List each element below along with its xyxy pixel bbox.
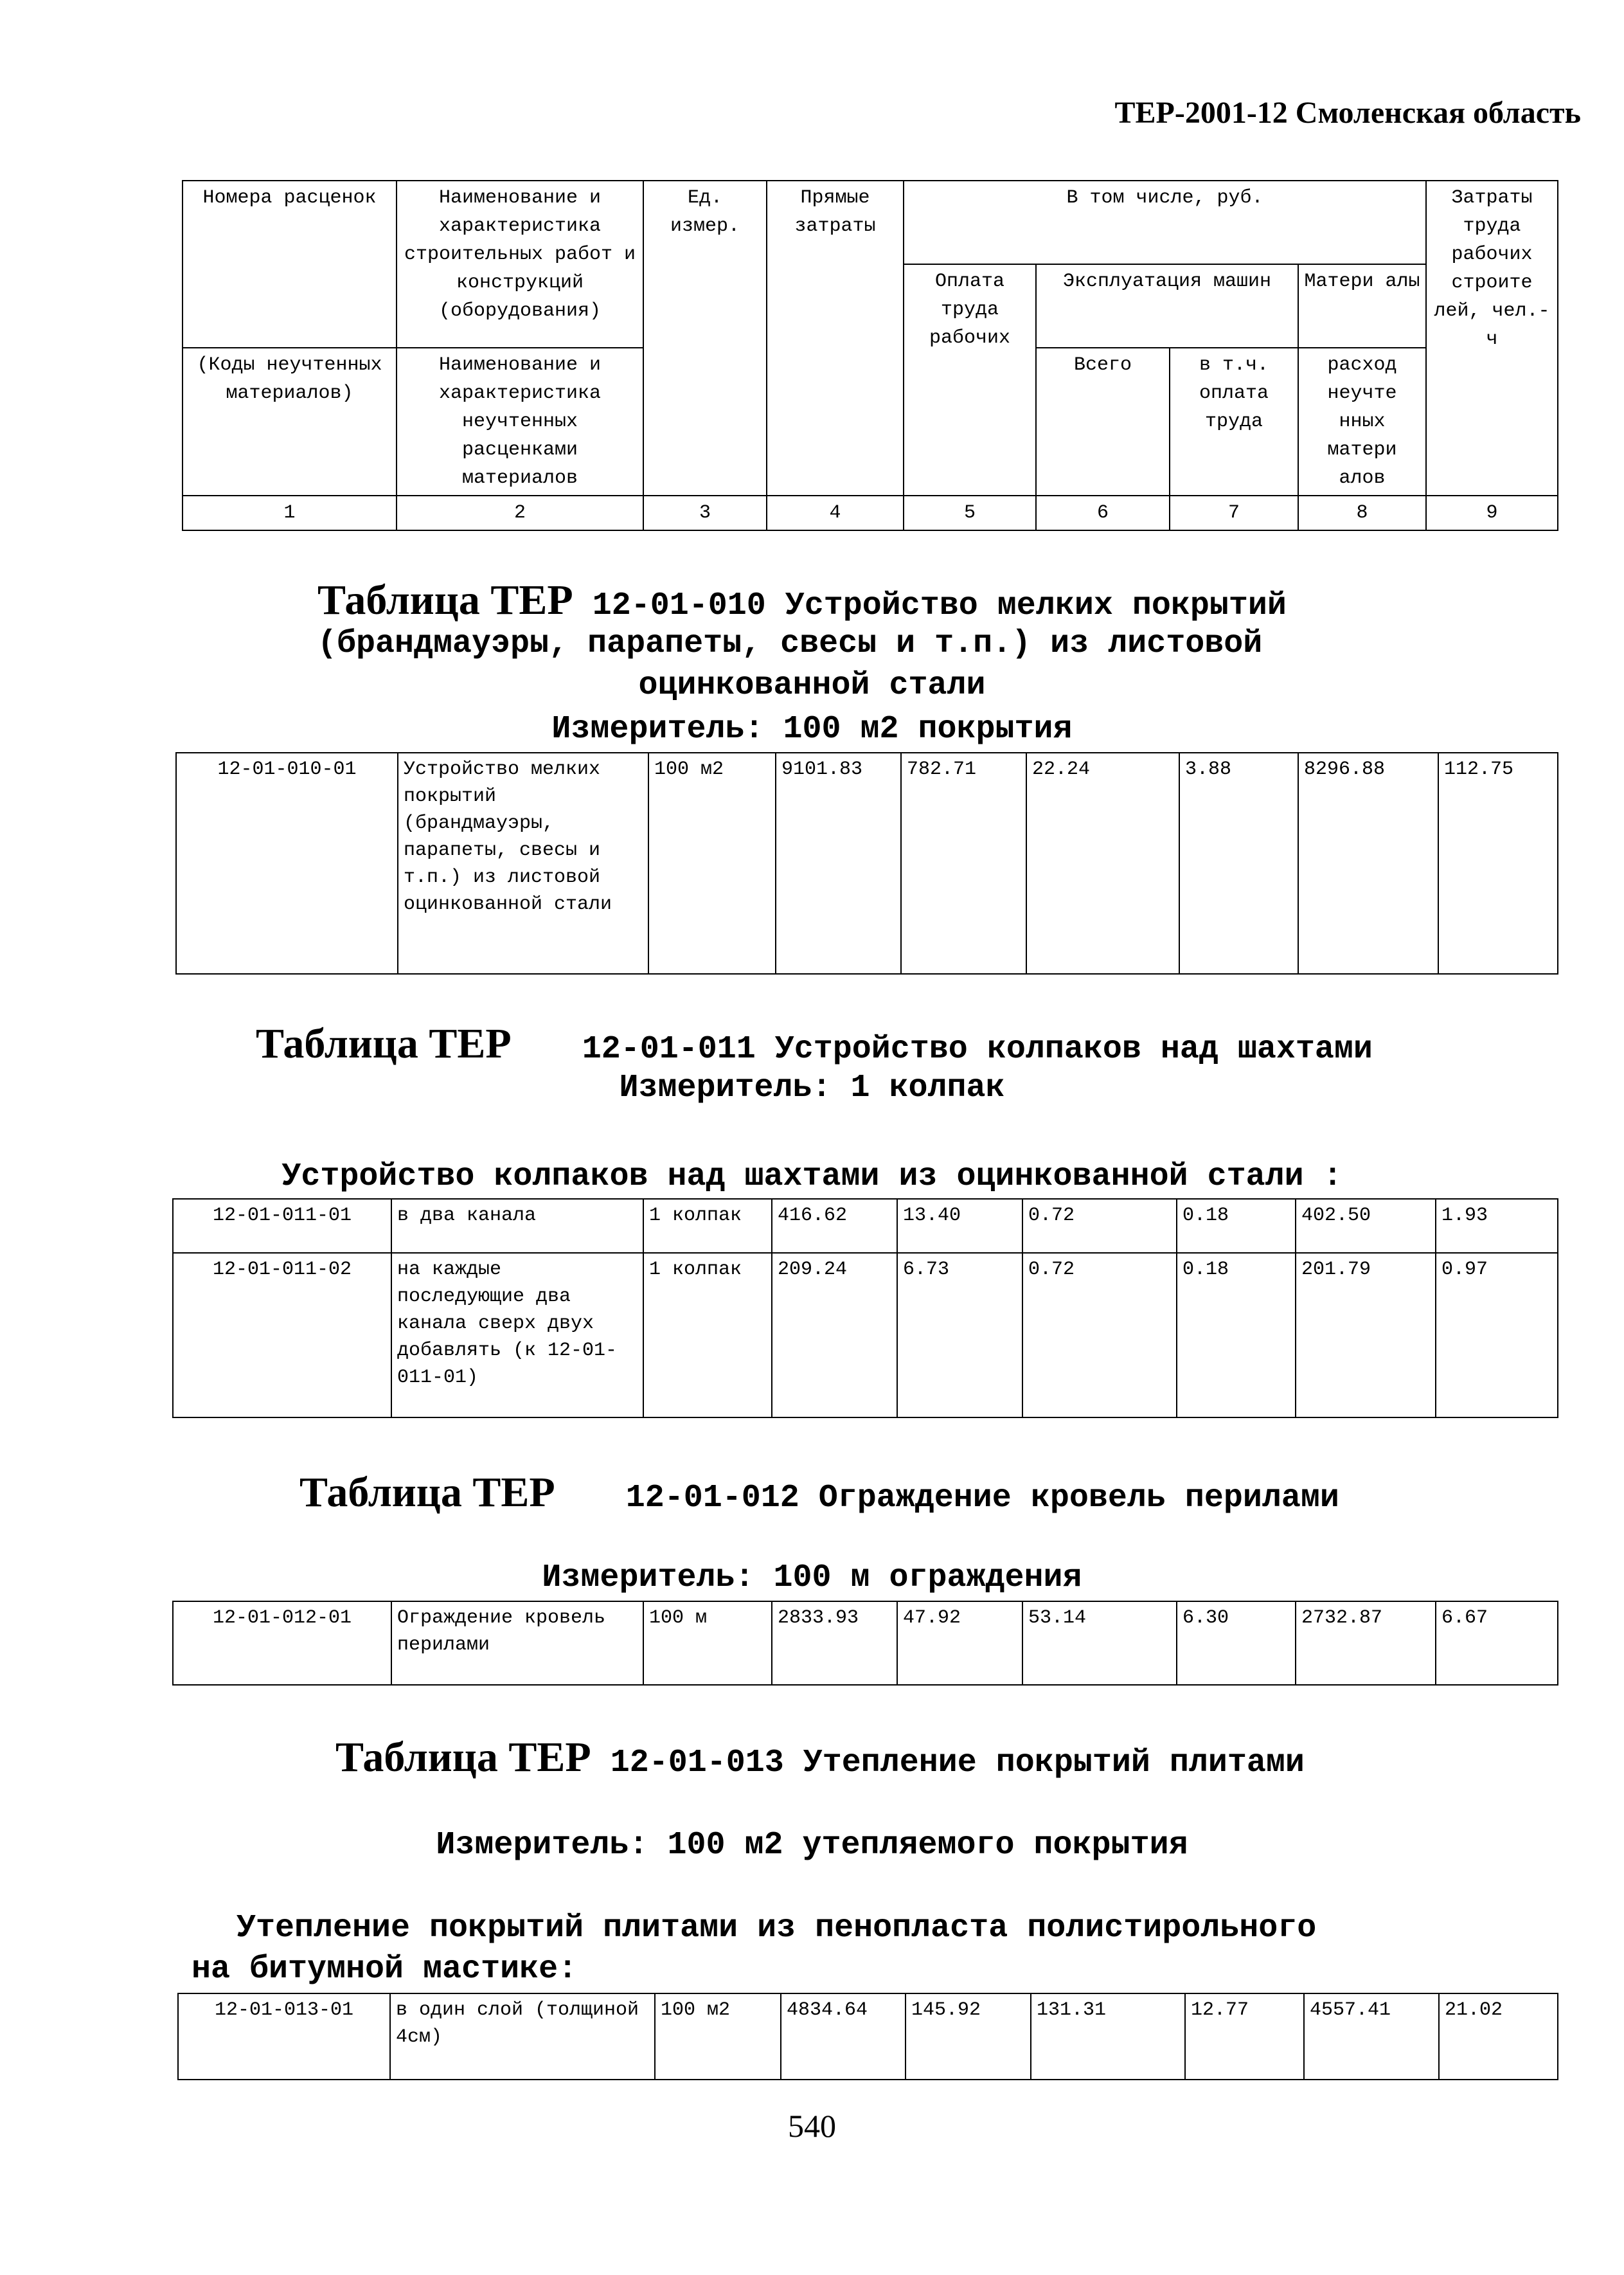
materials: 4557.41: [1304, 1993, 1439, 2080]
table-row: [173, 1199, 1558, 1253]
rates-table-12-01-013: [177, 1993, 1558, 2080]
labor-pay: 782.71: [901, 753, 1026, 974]
materials: 201.79: [1296, 1253, 1436, 1417]
machines-group-header: Эксплуатация машин: [1036, 264, 1298, 348]
rate-code: 12-01-013-01: [178, 1993, 390, 2080]
col8-bottom-header: расход неучте нных матери алов: [1298, 348, 1426, 496]
section-meter: Измеритель: 1 колпак: [619, 1070, 1005, 1106]
section-title-line: оцинкованной стали: [638, 667, 986, 704]
machines-labor: 0.18: [1177, 1253, 1296, 1417]
col-number: 2: [397, 496, 643, 530]
section-meter: Измеритель: 100 м ограждения: [542, 1560, 1082, 1596]
table-prefix: Таблица ТЕР: [256, 1020, 512, 1067]
rates-table-12-01-012: [172, 1601, 1558, 1686]
work-description: в один слой (толщиной 4см): [390, 1993, 655, 2080]
table-prefix: Таблица ТЕР: [299, 1469, 555, 1516]
col1-bottom-header: (Коды неучтенных материалов): [183, 348, 397, 496]
rates-table-12-01-011: [172, 1198, 1558, 1418]
work-description: на каждые последующие два канала сверх двух добавлять (к 12-01-011-01): [391, 1253, 643, 1417]
col9-header: Затраты труда рабочих строите лей, чел.-ч: [1426, 181, 1558, 496]
col2-bottom-header: Наименование и характеристика неучтенных расценками материалов: [397, 348, 643, 496]
machines-total: 0.72: [1022, 1253, 1177, 1417]
unit: 100 м: [643, 1601, 772, 1685]
labor-pay: 145.92: [906, 1993, 1031, 2080]
labor-pay: 13.40: [897, 1199, 1022, 1253]
col3-header: Ед. измер.: [643, 181, 767, 496]
machines-labor: 6.30: [1177, 1601, 1296, 1685]
section-meter: Измеритель: 100 м2 утепляемого покрытия: [436, 1827, 1188, 1864]
machines-total: 131.31: [1031, 1993, 1185, 2080]
rates-table-12-01-010: [175, 752, 1558, 975]
work-description: в два канала: [391, 1199, 643, 1253]
section-title-line: (брандмауэры, парапеты, свесы и т.п.) из листовой: [317, 625, 1263, 662]
direct-costs: 2833.93: [772, 1601, 897, 1685]
labor-pay: 47.92: [897, 1601, 1022, 1685]
machines-labor: 12.77: [1185, 1993, 1304, 2080]
group-header: В том числе, руб.: [904, 181, 1426, 264]
labor-hours: 1.93: [1436, 1199, 1558, 1253]
work-description: Ограждение кровель перилами: [391, 1601, 643, 1685]
table-prefix: Таблица ТЕР: [317, 577, 573, 624]
unit: 1 колпак: [643, 1253, 772, 1417]
unit: 1 колпак: [643, 1199, 772, 1253]
col-number: 8: [1298, 496, 1426, 530]
col8-top-header: Матери алы: [1298, 264, 1426, 348]
section-title-line: 12-01-012 Ограждение кровель перилами: [625, 1480, 1339, 1516]
section-subtitle-line: на битумной мастике:: [192, 1951, 578, 1988]
labor-hours: 21.02: [1439, 1993, 1558, 2080]
section-meter: Измеритель: 100 м2 покрытия: [551, 711, 1073, 748]
col-number: 1: [183, 496, 397, 530]
labor-hours: 6.67: [1436, 1601, 1558, 1685]
section-title-line: 12-01-010 Устройство мелких покрытий: [592, 588, 1287, 624]
table-row: [173, 1253, 1558, 1417]
table-row: [178, 1993, 1558, 2080]
unit: 100 м2: [648, 753, 776, 974]
page-number: 540: [788, 2108, 836, 2144]
rate-code: 12-01-012-01: [173, 1601, 391, 1685]
col-number: 9: [1426, 496, 1558, 530]
col-number: 7: [1170, 496, 1298, 530]
direct-costs: 4834.64: [781, 1993, 906, 2080]
column-header-table: [182, 180, 1558, 531]
direct-costs: 416.62: [772, 1199, 897, 1253]
col2-top-header: Наименование и характеристика строительных работ и конструкций (оборудования): [397, 181, 643, 348]
machines-labor: 0.18: [1177, 1199, 1296, 1253]
col-number: 4: [767, 496, 904, 530]
materials: 402.50: [1296, 1199, 1436, 1253]
direct-costs: 9101.83: [776, 753, 901, 974]
work-description: Устройство мелких покрытий (брандмауэры, парапеты, свесы и т.п.) из листовой оцинкованной стали: [398, 753, 648, 974]
table-row: [173, 1601, 1558, 1685]
col-number: 6: [1036, 496, 1170, 530]
section-title-line: 12-01-013 Утепление покрытий плитами: [610, 1745, 1305, 1781]
col-number: 3: [643, 496, 767, 530]
table-prefix: Таблица ТЕР: [335, 1734, 591, 1781]
section-title: [317, 579, 1287, 628]
materials: 8296.88: [1298, 753, 1438, 974]
col7-header: в т.ч. оплата труда: [1170, 348, 1298, 496]
machines-total: 53.14: [1022, 1601, 1177, 1685]
direct-costs: 209.24: [772, 1253, 897, 1417]
section-title: [335, 1736, 1305, 1785]
table-row: [176, 753, 1558, 974]
unit: 100 м2: [655, 1993, 781, 2080]
section-title: [256, 1022, 1373, 1072]
labor-hours: 0.97: [1436, 1253, 1558, 1417]
rate-code: 12-01-011-01: [173, 1199, 391, 1253]
section-title: [299, 1471, 1339, 1520]
section-subtitle-line: Утепление покрытий плитами из пенопласта полистирольного: [236, 1910, 1317, 1947]
materials: 2732.87: [1296, 1601, 1436, 1685]
section-subtitle: Устройство колпаков над шахтами из оцинкованной стали :: [281, 1158, 1343, 1195]
col4-header: Прямые затраты: [767, 181, 904, 496]
rate-code: 12-01-010-01: [176, 753, 398, 974]
col1-top-header: Номера расценок: [183, 181, 397, 348]
machines-labor: 3.88: [1179, 753, 1298, 974]
machines-total: 0.72: [1022, 1199, 1177, 1253]
col6-header: Всего: [1036, 348, 1170, 496]
labor-pay: 6.73: [897, 1253, 1022, 1417]
labor-hours: 112.75: [1438, 753, 1558, 974]
col-number: 5: [904, 496, 1036, 530]
page-header: ТЕР-2001-12 Смоленская область: [1114, 96, 1581, 130]
rate-code: 12-01-011-02: [173, 1253, 391, 1417]
col5-header: Оплата труда рабочих: [904, 264, 1036, 496]
machines-total: 22.24: [1026, 753, 1179, 974]
section-title-line: 12-01-011 Устройство колпаков над шахтами: [582, 1031, 1373, 1068]
